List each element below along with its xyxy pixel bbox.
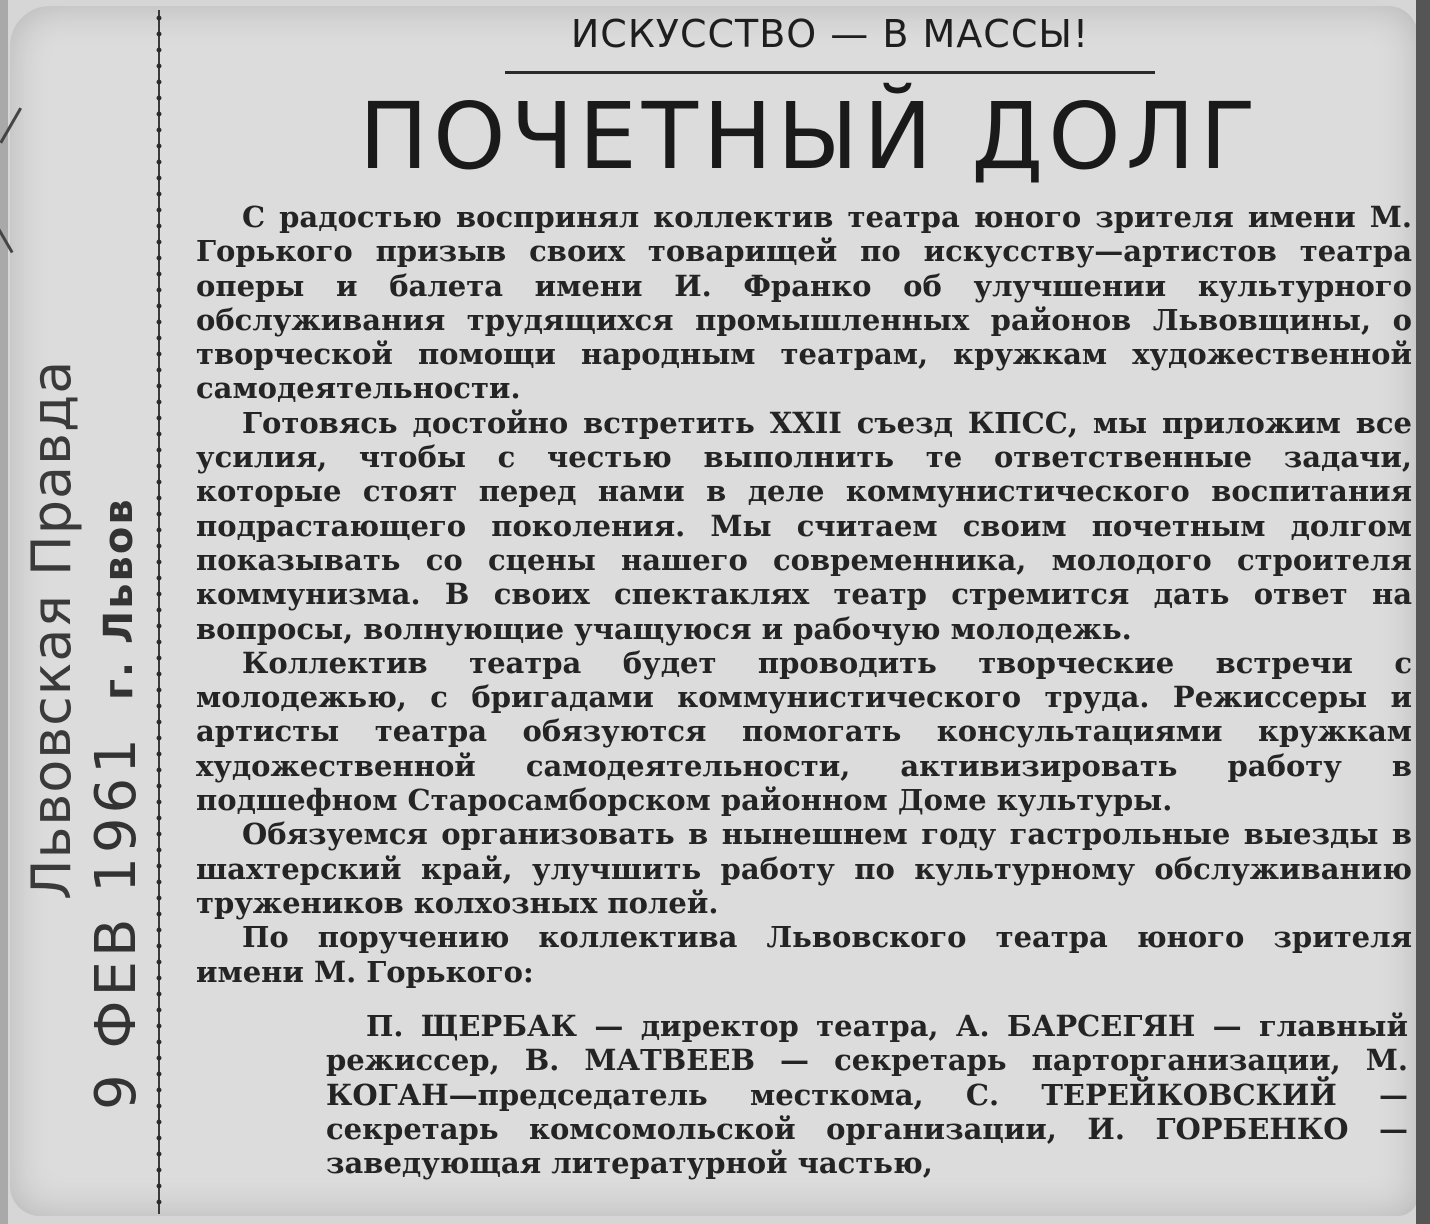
article-paragraph: По поручению коллектива Львовского театра юного зрителя имени М. Горького: [196,920,1412,989]
article-paragraph: Обязуемся организовать в нынешнем году гастрольные выезды в шахтерский край, улучшить работу по культурному обслуживанию тружеников колхозных полей. [196,817,1412,920]
article-signatures: П. ЩЕРБАК — директор театра, А. БАРСЕГЯН — главный режиссер, В. МАТВЕЕВ — секретарь парторганизации, М. КОГАН—председатель месткома, С. ТЕРЕЙКОВСКИЙ — секретарь комсомольской организации, И. ГОРБЕНКО — заведующая литературной частью, [326,1009,1408,1181]
rubric-underline [505,71,1155,74]
article-paragraph: Коллектив театра будет проводить творческие встречи с молодежью, с бригадами коммунистического труда. Режиссеры и артисты театра обязуются помогать консультациями кружкам художественной самодеятельности, активизировать работу в подшефном Старосамборском районном Доме культуры. [196,645,1412,818]
stamp-city: г. Львов [96,497,142,700]
article-paragraph: С радостью воспринял коллектив театра юного зрителя имени М. Горького призыв своих товарищей по искусству—артистов театра оперы и балета имени И. Франко об улучшении культурного обслуживания трудящихся промышленных районов Львовщины, о творческой помощи народным театрам, кружкам художественной самодеятельности. [196,200,1412,406]
stamp-date: 9 ФЕВ 1961 [84,734,149,1110]
perforation-dots [156,10,162,1214]
scan-left-edge [0,0,8,1224]
scan-right-edge [1416,0,1430,1224]
article-body [196,200,1412,989]
rubric-heading: ИСКУССТВО — В МАССЫ! [570,12,1090,56]
article-paragraph: Готовясь достойно встретить XXII съезд КПСС, мы приложим все усилия, чтобы с честью выполнить те ответственные задачи, которые стоят перед нами в деле коммунистического воспитания подрастающего поколения. Мы считаем своим почетным долгом показывать со сцены нашего современника, молодого строителя коммунизма. В своих спектаклях театр стремится дать ответ на вопросы, волнующие учащуюся и рабочую молодежь. [196,405,1412,646]
stamp-newspaper-name: Львовская Правда [20,359,83,900]
article-headline: ПОЧЕТНЫЙ ДОЛГ [359,83,1261,190]
